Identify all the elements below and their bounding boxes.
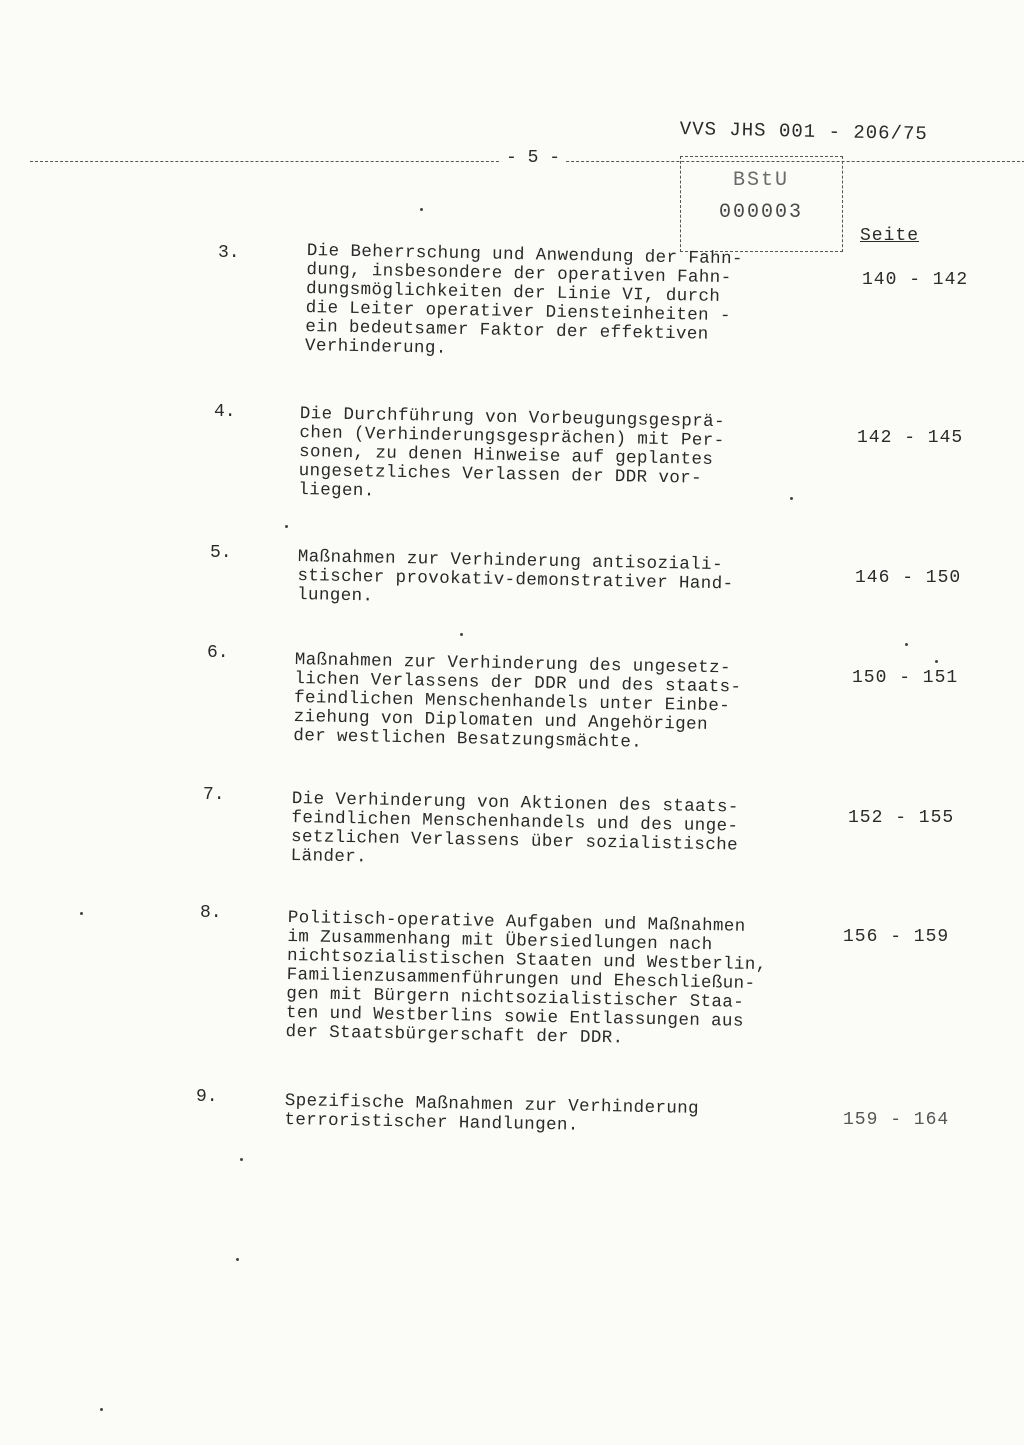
entry-pages: 156 - 159 bbox=[843, 927, 950, 947]
entry-number: 7. bbox=[203, 785, 225, 805]
entry-text: Maßnahmen zur Verhinderung des ungesetz- lichen Verlassens der DDR und des staats- feindlichen Menschenhandels unter Einbe- ziehung von Diplomaten und Angehörigen der westlichen Besatzungsmächte. bbox=[293, 650, 742, 753]
stamp-org: BStU bbox=[733, 169, 790, 192]
entry-number: 5. bbox=[210, 543, 232, 563]
entry-pages: 159 - 164 bbox=[843, 1110, 950, 1130]
scan-speck bbox=[460, 633, 463, 636]
entry-number: 9. bbox=[196, 1087, 218, 1107]
entry-number: 4. bbox=[214, 402, 236, 422]
entry-pages: 146 - 150 bbox=[855, 568, 962, 588]
entry-pages: 150 - 151 bbox=[852, 668, 959, 688]
entry-text: Die Durchführung von Vorbeugungsgesprä- chen (Verhinderungsgesprächen) mit Per- sonen, zu denen Hinweise auf geplantes ungesetzliches Verlassen der DDR vor- liegen. bbox=[298, 404, 726, 502]
entry-text: Maßnahmen zur Verhinderung antisoziali- stischer provokativ-demonstrativer Hand- lungen. bbox=[296, 547, 734, 607]
archive-stamp bbox=[680, 156, 843, 252]
entry-pages: 152 - 155 bbox=[848, 808, 955, 828]
entry-text: Die Beherrschung und Anwendung der Fahn- dung, insbesondere der operativen Fahn- dungsmöglichkeiten der Linie VI, durch die Leiter operativer Diensteinheiten - ein bedeutsamer Faktor der effektiven Verhinderung. bbox=[304, 241, 744, 359]
scan-speck bbox=[905, 643, 908, 646]
page-column-label: Seite bbox=[860, 226, 920, 246]
scan-speck bbox=[285, 525, 288, 528]
entry-number: 3. bbox=[218, 243, 240, 263]
scan-speck bbox=[420, 208, 423, 211]
entry-pages: 142 - 145 bbox=[857, 428, 964, 448]
document-reference: VVS JHS 001 - 206/75 bbox=[679, 118, 928, 146]
entry-text: Politisch-operative Aufgaben und Maßnahmen im Zusammenhang mit Übersiedlungen nach nichtsozialistischen Staaten und Westberlin, Familienzusammenführungen und Eheschließun- gen mit Bürgern nichtsozialistischer Staa- ten und Westberlins sowie Entlassungen aus der Staatsbürgerschaft der DDR. bbox=[285, 908, 767, 1049]
entry-text: Die Verhinderung von Aktionen des staats- feindlichen Menschenhandels und des unge- setzlichen Verlassens über sozialistische Länder. bbox=[290, 789, 739, 868]
scan-speck bbox=[935, 660, 938, 663]
stamp-number: 000003 bbox=[719, 201, 804, 224]
scan-speck bbox=[240, 1158, 243, 1161]
scan-speck bbox=[100, 1408, 103, 1411]
entry-text: Spezifische Maßnahmen zur Verhinderung terroristischer Handlungen. bbox=[284, 1091, 700, 1136]
page-number: - 5 - bbox=[500, 148, 566, 168]
scan-speck bbox=[80, 912, 83, 915]
entry-number: 8. bbox=[200, 903, 222, 923]
scan-speck bbox=[790, 497, 793, 500]
entry-number: 6. bbox=[207, 643, 229, 663]
scan-speck bbox=[236, 1258, 239, 1261]
entry-pages: 140 - 142 bbox=[862, 270, 969, 290]
